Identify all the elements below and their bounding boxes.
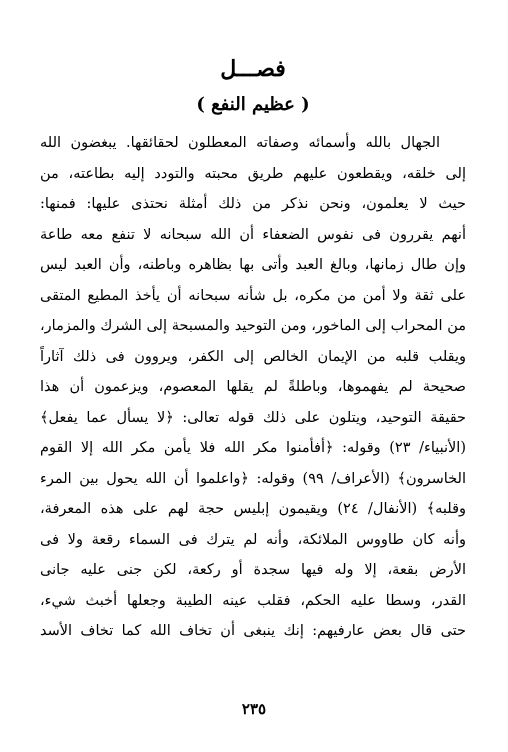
text-line: وقلبه﴾ (الأنفال/ ٢٤) ويقيمون إبليس حجة لهم على هذه المعرفة، <box>40 501 466 517</box>
text-line: القدر، وسطا عليه الحكم، فقلب عينه الطيبة وجعلها أخبث شيء، <box>40 592 466 609</box>
body-text <box>40 128 466 647</box>
chapter-heading: فصـــل <box>220 56 286 82</box>
section-subtitle: ( عظيم النفع ) <box>196 94 310 115</box>
text-line: أنهم يقررون فى نفوس الضعفاء أن الله سبحانه لا تنفع معه طاعة <box>40 226 466 243</box>
text-line: على ثقة ولا أمن من مكره، بل شأنه سبحانه أن يأخذ المطيع المتقى <box>40 287 466 304</box>
text-line: الجهال بالله وأسمائه وصفاته المعطلون لحقائقها. يبغضون الله <box>40 135 440 151</box>
page-number: ٢٣٥ <box>241 700 267 718</box>
text-line: ويقلب قلبه من الإيمان الخالص إلى الكفر، ويروون فى ذلك آثاراً <box>40 348 466 365</box>
text-line: صحيحة لم يفهموها، وباطلةً لم يقلها المعصوم، ويزعمون أن هذا <box>40 379 466 395</box>
text-line: (الأنبياء/ ٢٣) وقوله: ﴿أفأمنوا مكر الله فلا يأمن مكر الله إلا القوم <box>40 440 466 456</box>
text-line: حتى قال بعض عارفيهم: إنك ينبغى أن تخاف الله كما تخاف الأسد <box>40 623 466 639</box>
text-line: حيث لا يعلمون، ونحن نذكر من ذلك أمثلة نحتذى عليها: فمنها: <box>40 196 466 212</box>
text-line: من المحراب إلى الماخور، ومن التوحيد والمسبحة إلى الشرك والمزمار، <box>40 318 466 334</box>
text-line: الأرض بقعة، إلا وله فيها سجدة أو ركعة، لكن جنى عليه جانى <box>40 562 466 578</box>
text-line: وإن طال زمانها، وبالغ العبد وأتى بها بظاهره وباطنه، وأن العبد ليس <box>40 257 466 273</box>
text-line: الخاسرون﴾ (الأعراف/ ٩٩) وقوله: ﴿واعلموا أن الله يحول بين المرء <box>40 470 466 487</box>
text-line: حقيقة التوحيد، ويتلون على ذلك قوله تعالى: ﴿لا يسأل عما يفعل﴾ <box>40 409 466 426</box>
text-line: إلى خلقه، ويقطعون عليهم طريق محبته والتودد إليه بطاعته، من <box>40 165 466 182</box>
text-line: وأنه كان طاووس الملائكة، وأنه لم يترك فى السماء رقعة ولا فى <box>40 531 466 548</box>
